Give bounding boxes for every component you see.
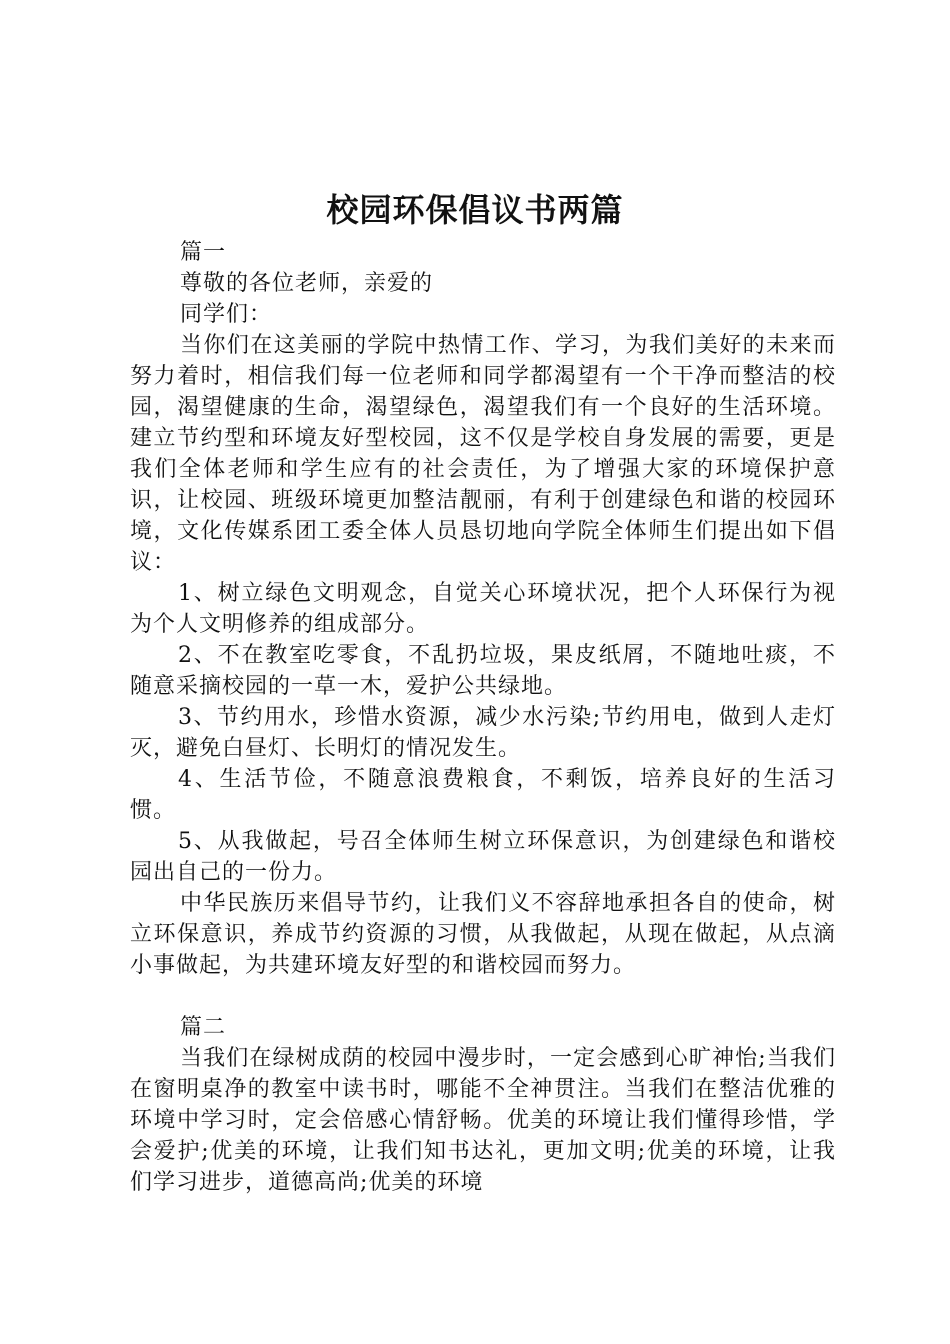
part1-closing-paragraph: 中华民族历来倡导节约，让我们义不容辞地承担各自的使命，树立环保意识，养成节约资源的习惯，从我做起，从现在做起，从点滴小事做起，为共建环境友好型的和谐校园而努力。 bbox=[130, 891, 836, 978]
part2-intro-paragraph: 当我们在绿树成荫的校园中漫步时，一定会感到心旷神怡;当我们在窗明桌净的教室中读书时，哪能不全神贯注。当我们在整洁优雅的环境中学习时，定会倍感心情舒畅。优美的环境让我们懂得珍惜，学会爱护;优美的环境，让我们知书达礼，更加文明;优美的环境，让我们学习进步，道德高尚;优美的环境 bbox=[130, 1046, 836, 1195]
salutation-line2: 同学们： bbox=[180, 302, 273, 327]
proposal-item-4: 4、生活节俭，不随意浪费粮食，不剩饭，培养良好的生活习惯。 bbox=[130, 767, 836, 823]
part2-heading: 篇二 bbox=[180, 1015, 227, 1040]
proposal-item-2: 2、不在教室吃零食，不乱扔垃圾，果皮纸屑，不随地吐痰，不随意采摘校园的一草一木，爱护公共绿地。 bbox=[130, 643, 836, 699]
part1-intro-paragraph: 当你们在这美丽的学院中热情工作、学习，为我们美好的未来而努力着时，相信我们每一位老师和同学都渴望有一个干净而整洁的校园，渴望健康的生命，渴望绿色，渴望我们有一个良好的生活环境。建立节约型和环境友好型校园，这不仅是学校自身发展的需要，更是我们全体老师和学生应有的社会责任，为了增强大家的环境保护意识，让校园、班级环境更加整洁靓丽，有利于创建绿色和谐的校园环境，文化传媒系团工委全体人员恳切地向学院全体师生们提出如下倡议： bbox=[130, 333, 836, 575]
document-title: 校园环保倡议书两篇 bbox=[326, 191, 624, 229]
proposal-item-3: 3、节约用水，珍惜水资源，减少水污染;节约用电，做到人走灯灭，避免白昼灯、长明灯的情况发生。 bbox=[130, 705, 836, 761]
part1-heading: 篇一 bbox=[180, 240, 227, 265]
document-body bbox=[130, 237, 836, 1198]
proposal-item-1: 1、树立绿色文明观念，自觉关心环境状况，把个人环保行为视为个人文明修养的组成部分。 bbox=[130, 581, 836, 637]
section-spacer bbox=[130, 981, 836, 1012]
salutation-line1: 尊敬的各位老师，亲爱的 bbox=[180, 271, 434, 296]
proposal-item-5: 5、从我做起，号召全体师生树立环保意识，为创建绿色和谐校园出自己的一份力。 bbox=[130, 829, 836, 885]
